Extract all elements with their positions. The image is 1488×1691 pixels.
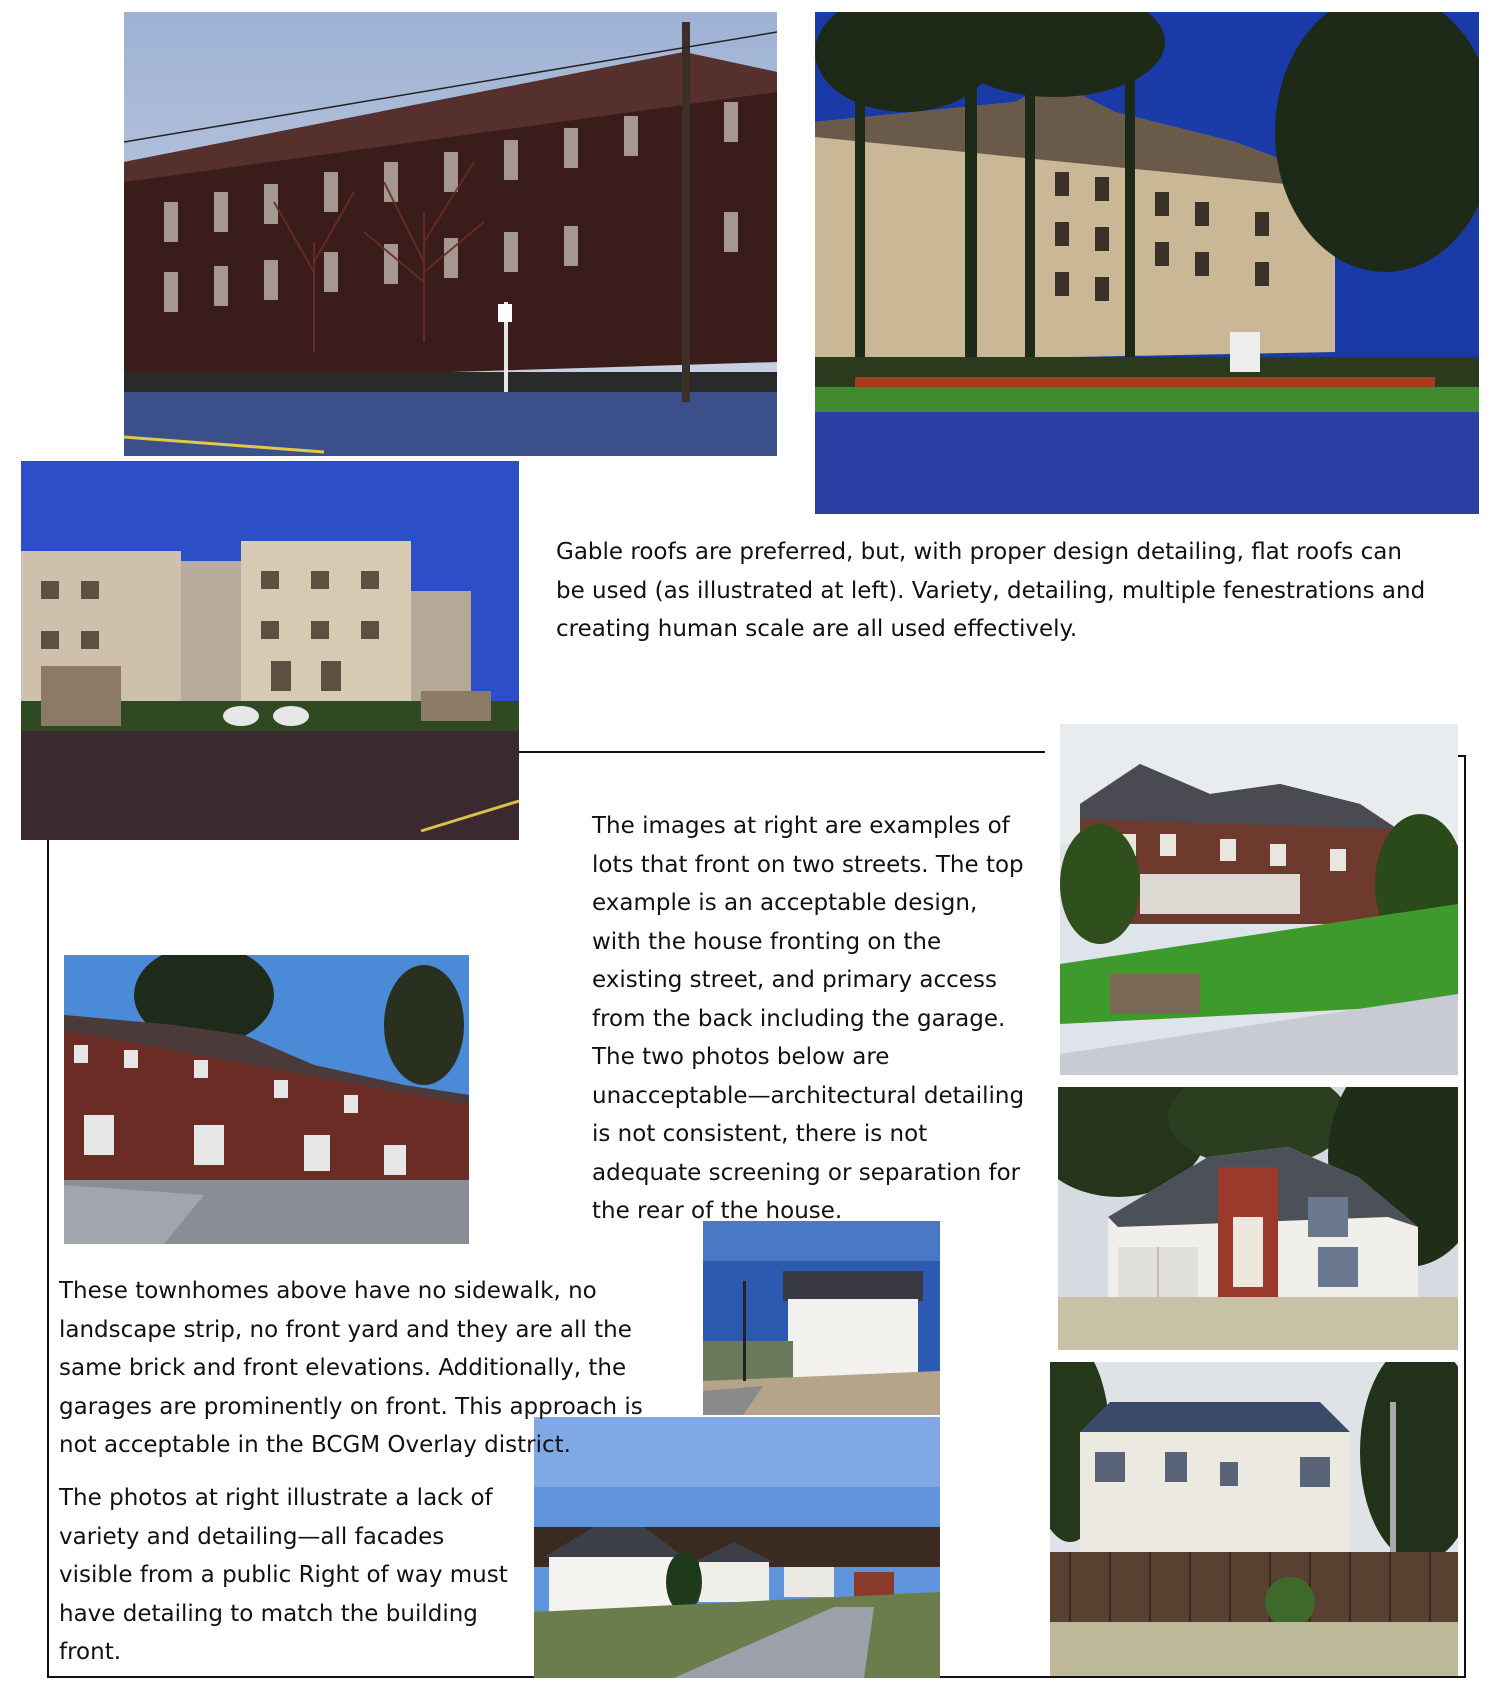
photo-white-house-fence — [703, 1221, 940, 1415]
photo-townhomes-garages — [64, 955, 469, 1244]
paragraph-lots: The images at right are examples of lots that front on two streets. The top example is an acceptable design, with the house fronting on the existing street, and primary access from the back including the garage. The two photos below are unacceptable—architectural detailing is not consistent, there is not adequate screening or separation for the rear of the house. — [592, 813, 1025, 1224]
photo-brick-townhouses — [124, 12, 777, 456]
photo-flat-roof-apartments — [21, 461, 519, 840]
frame-right-line — [1464, 755, 1466, 1678]
frame-top-line — [515, 751, 1045, 753]
paragraph-variety: The photos at right illustrate a lack of variety and detailing—all facades visible from a public Right of way must have detailing to match the building front. — [59, 1485, 508, 1665]
photo-apartment-pines — [815, 12, 1479, 514]
paragraph-roofs: Gable roofs are preferred, but, with proper design detailing, flat roofs can be used (as illustrated at left). Variety, detailing, multiple fenestrations and creating human scale are all used effectively. — [556, 539, 1426, 642]
photo-house-rear-fence — [1050, 1362, 1458, 1676]
photo-acceptable-brick-house — [1060, 724, 1458, 1075]
frame-left-line — [47, 830, 49, 1678]
photo-white-brick-front-house — [1058, 1087, 1458, 1350]
paragraph-townhomes: These townhomes above have no sidewalk, no landscape strip, no front yard and they are all the same brick and front elevations. Additionally, the garages are prominently on front. This approach is not acceptable in the BCGM Overlay district. — [59, 1278, 643, 1458]
